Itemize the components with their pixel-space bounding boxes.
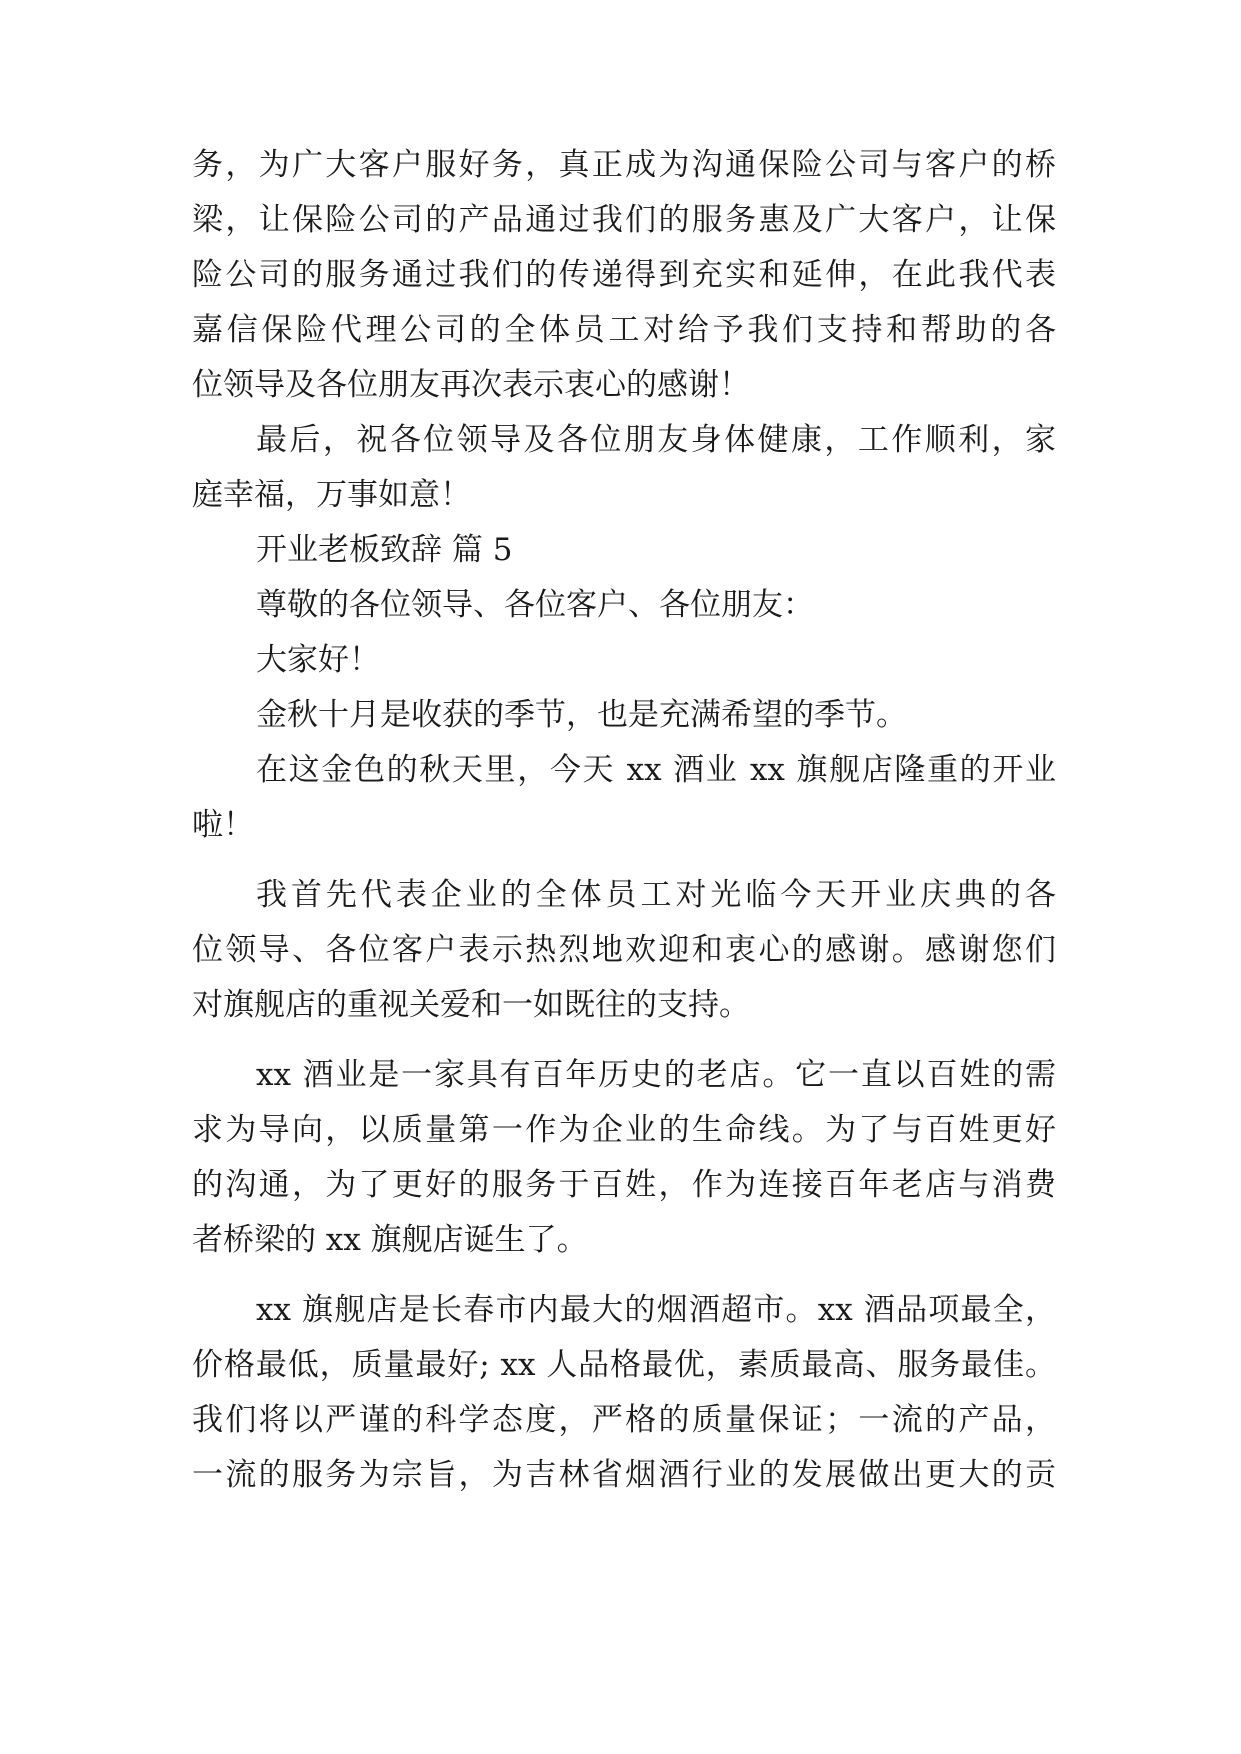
paragraph-line: 的沟通，为了更好的服务于百姓，作为连接百年老店与消费 — [192, 1167, 1056, 1203]
paragraph-line: xx 酒业是一家具有百年历史的老店。它一直以百姓的需 — [256, 1057, 1056, 1093]
paragraph-line: 在这金色的秋天里，今天 xx 酒业 xx 旗舰店隆重的开业 — [256, 752, 1056, 788]
paragraph-line: 啦！ — [192, 807, 254, 843]
paragraph-line: 对旗舰店的重视关爱和一如既往的支持。 — [192, 987, 750, 1023]
paragraph-line: 价格最低，质量最好; xx 人品格最优，素质最高、服务最佳。 — [192, 1347, 1056, 1383]
paragraph-line: xx 旗舰店是长春市内最大的烟酒超市。xx 酒品项最全， — [256, 1292, 1056, 1328]
paragraph-line: 最后，祝各位领导及各位朋友身体健康，工作顺利，家 — [256, 422, 1056, 458]
paragraph-line: 者桥梁的 xx 旗舰店诞生了。 — [192, 1222, 588, 1258]
paragraph-line: 嘉信保险代理公司的全体员工对给予我们支持和帮助的各 — [192, 312, 1056, 348]
paragraph-line: 一流的服务为宗旨，为吉林省烟酒行业的发展做出更大的贡 — [192, 1457, 1056, 1493]
paragraph-line: 我们将以严谨的科学态度，严格的质量保证；一流的产品， — [192, 1402, 1056, 1438]
paragraph-line: 务，为广大客户服好务，真正成为沟通保险公司与客户的桥 — [192, 147, 1056, 183]
salutation: 尊敬的各位领导、各位客户、各位朋友： — [256, 587, 814, 623]
paragraph-line: 庭幸福，万事如意！ — [192, 477, 471, 513]
paragraph-line: 位领导及各位朋友再次表示衷心的感谢！ — [192, 367, 750, 403]
paragraph-line: 险公司的服务通过我们的传递得到充实和延伸，在此我代表 — [192, 257, 1056, 293]
paragraph-line: 梁，让保险公司的产品通过我们的服务惠及广大客户，让保 — [192, 202, 1056, 238]
greeting: 大家好！ — [256, 642, 380, 678]
paragraph-line: 我首先代表企业的全体员工对光临今天开业庆典的各 — [256, 877, 1056, 913]
paragraph-line: 位领导、各位客户表示热烈地欢迎和衷心的感谢。感谢您们 — [192, 932, 1056, 968]
section-heading: 开业老板致辞 篇 5 — [256, 532, 513, 568]
paragraph-line: 金秋十月是收获的季节，也是充满希望的季节。 — [256, 697, 907, 733]
paragraph-line: 求为导向，以质量第一作为企业的生命线。为了与百姓更好 — [192, 1112, 1056, 1148]
